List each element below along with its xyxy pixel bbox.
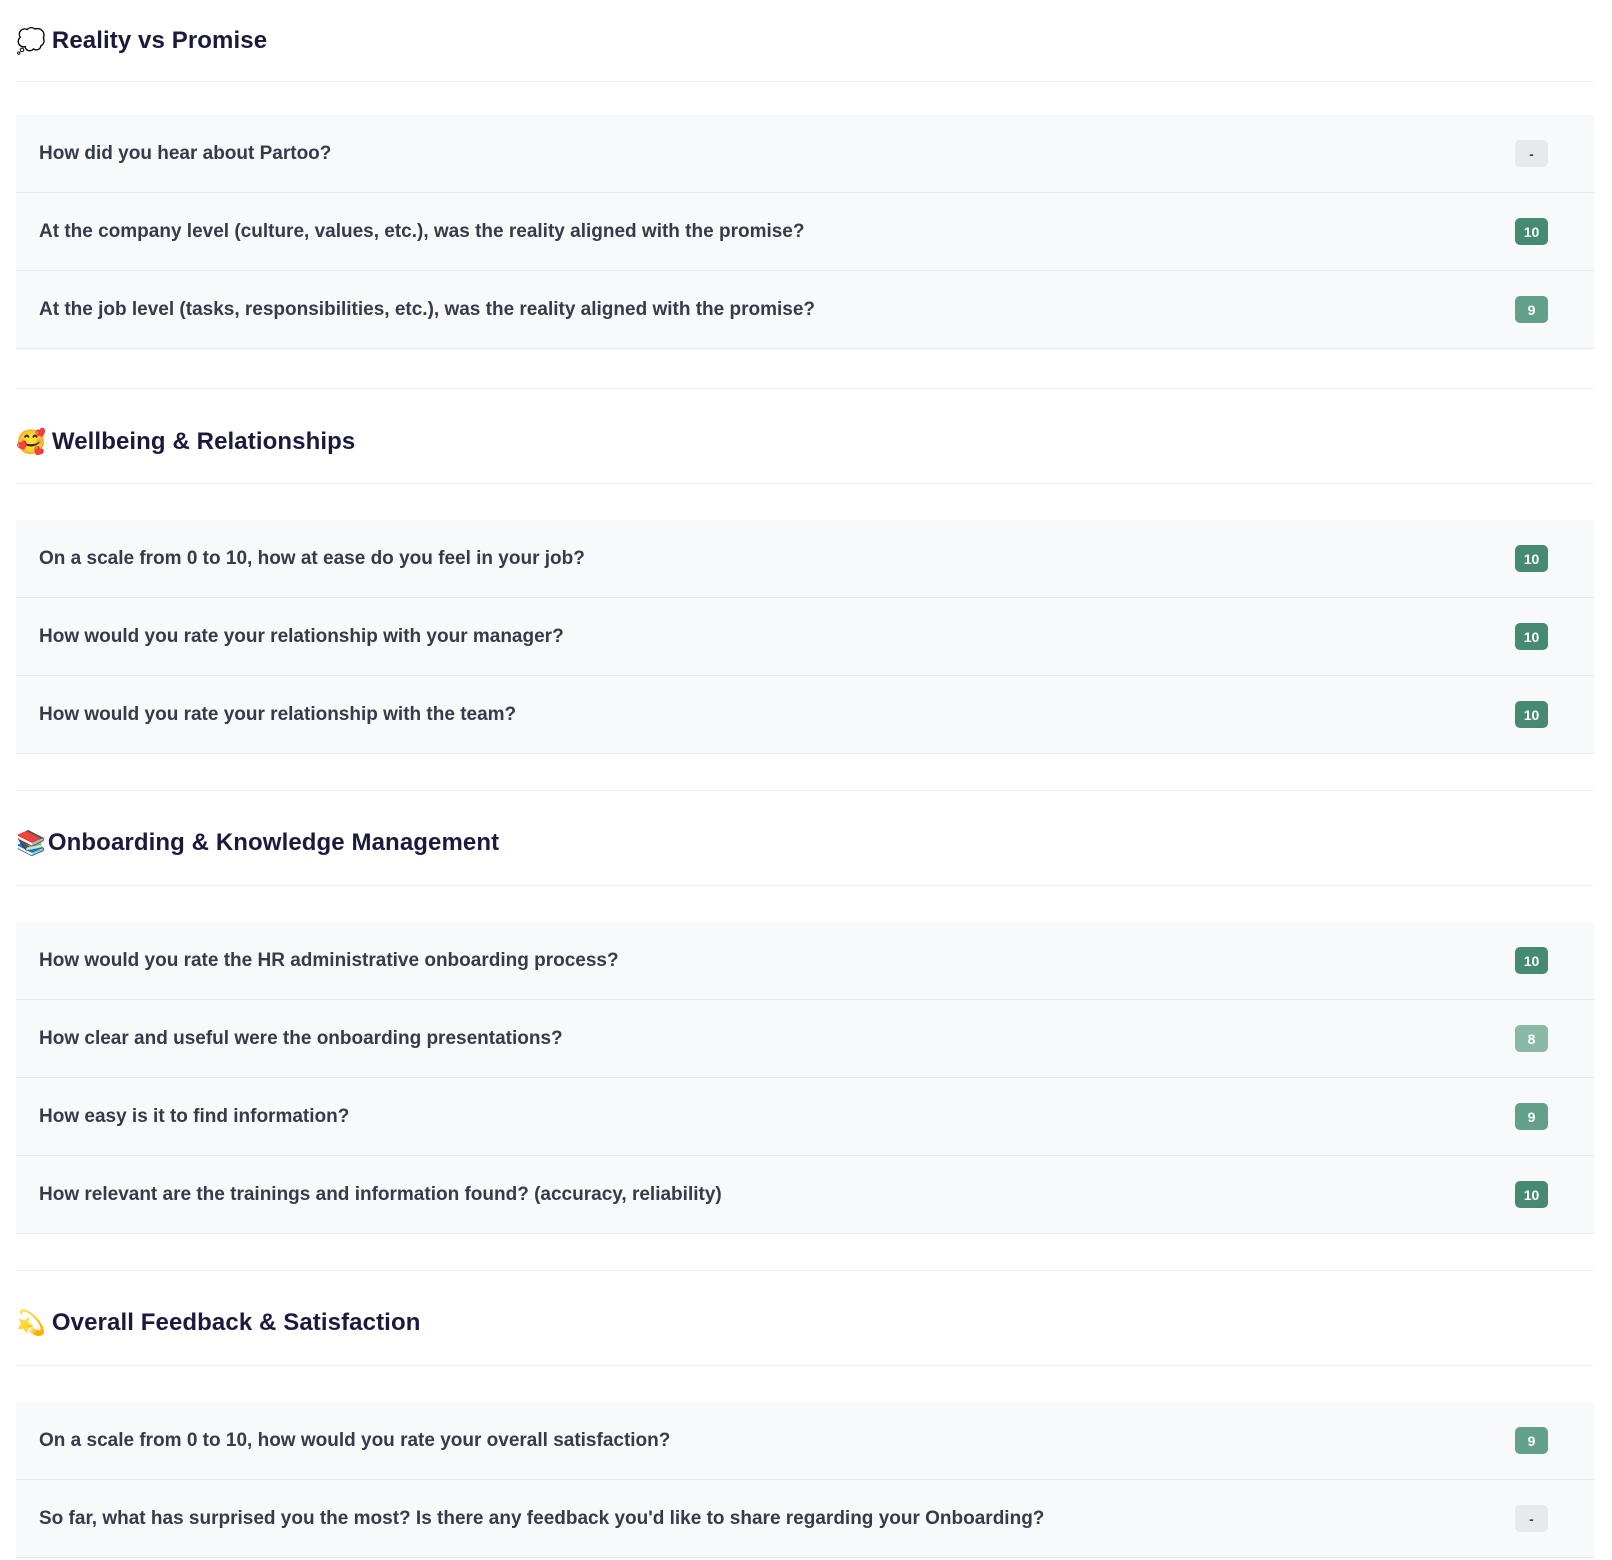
question-text: How relevant are the trainings and information found? (accuracy, reliability) (39, 1183, 722, 1205)
divider (16, 1270, 1594, 1271)
section-overall-feedback (16, 1280, 1594, 1529)
question-text: On a scale from 0 to 10, how at ease do you feel in your job? (39, 547, 585, 569)
section-header (16, 400, 1594, 484)
question-list (16, 922, 1594, 1234)
section-title: Wellbeing & Relationships (51, 427, 356, 455)
question-text: How would you rate your relationship with the team? (39, 703, 517, 725)
smiling-face-with-hearts-icon: 🥰 (16, 427, 46, 456)
question-row (16, 1078, 1594, 1156)
section-onboarding-knowledge (16, 800, 1594, 1205)
question-row (16, 1156, 1594, 1234)
question-text: How clear and useful were the onboarding presentations? (39, 1027, 563, 1049)
question-text: How easy is it to find information? (39, 1105, 350, 1127)
section-title: Reality vs Promise (51, 26, 268, 54)
section-header (16, 1280, 1594, 1366)
score-badge: 10 (1515, 1181, 1548, 1208)
question-text: On a scale from 0 to 10, how would you rate your overall satisfaction? (39, 1429, 671, 1451)
question-list (16, 520, 1594, 754)
section-title: Onboarding & Knowledge Management (47, 828, 500, 856)
divider (16, 790, 1594, 791)
score-badge: 10 (1515, 623, 1548, 650)
score-badge: 9 (1515, 1103, 1548, 1130)
question-row (16, 271, 1594, 349)
score-badge: 8 (1515, 1025, 1548, 1052)
books-icon: 📚 (16, 828, 46, 857)
question-text: How did you hear about Partoo? (39, 142, 332, 164)
section-wellbeing-relationships (16, 400, 1594, 725)
dizzy-icon: 💫 (16, 1308, 46, 1337)
section-reality-vs-promise (16, 0, 1594, 320)
question-row (16, 598, 1594, 676)
score-badge: 10 (1515, 218, 1548, 245)
score-badge: - (1515, 1505, 1548, 1532)
question-row (16, 520, 1594, 598)
question-row (16, 1480, 1594, 1558)
score-badge: - (1515, 140, 1548, 167)
section-title: Overall Feedback & Satisfaction (51, 1308, 421, 1336)
question-row (16, 1000, 1594, 1078)
question-text: How would you rate your relationship with your manager? (39, 625, 564, 647)
question-row (16, 115, 1594, 193)
question-text: At the job level (tasks, responsibilities, etc.), was the reality aligned with the promise? (39, 298, 816, 320)
section-header (16, 800, 1594, 886)
question-list (16, 115, 1594, 349)
score-badge: 10 (1515, 947, 1548, 974)
question-text: How would you rate the HR administrative onboarding process? (39, 949, 619, 971)
divider (16, 388, 1594, 389)
question-list (16, 1402, 1594, 1558)
score-badge: 9 (1515, 1427, 1548, 1454)
question-text: At the company level (culture, values, etc.), was the reality aligned with the promise? (39, 220, 805, 242)
thought-bubble-icon: 💭 (16, 26, 46, 55)
question-text: So far, what has surprised you the most? Is there any feedback you'd like to share regarding your Onboarding? (39, 1507, 1045, 1529)
question-row (16, 193, 1594, 271)
score-badge: 10 (1515, 701, 1548, 728)
score-badge: 10 (1515, 545, 1548, 572)
section-header (16, 0, 1594, 82)
question-row (16, 676, 1594, 754)
question-row (16, 922, 1594, 1000)
question-row (16, 1402, 1594, 1480)
score-badge: 9 (1515, 296, 1548, 323)
